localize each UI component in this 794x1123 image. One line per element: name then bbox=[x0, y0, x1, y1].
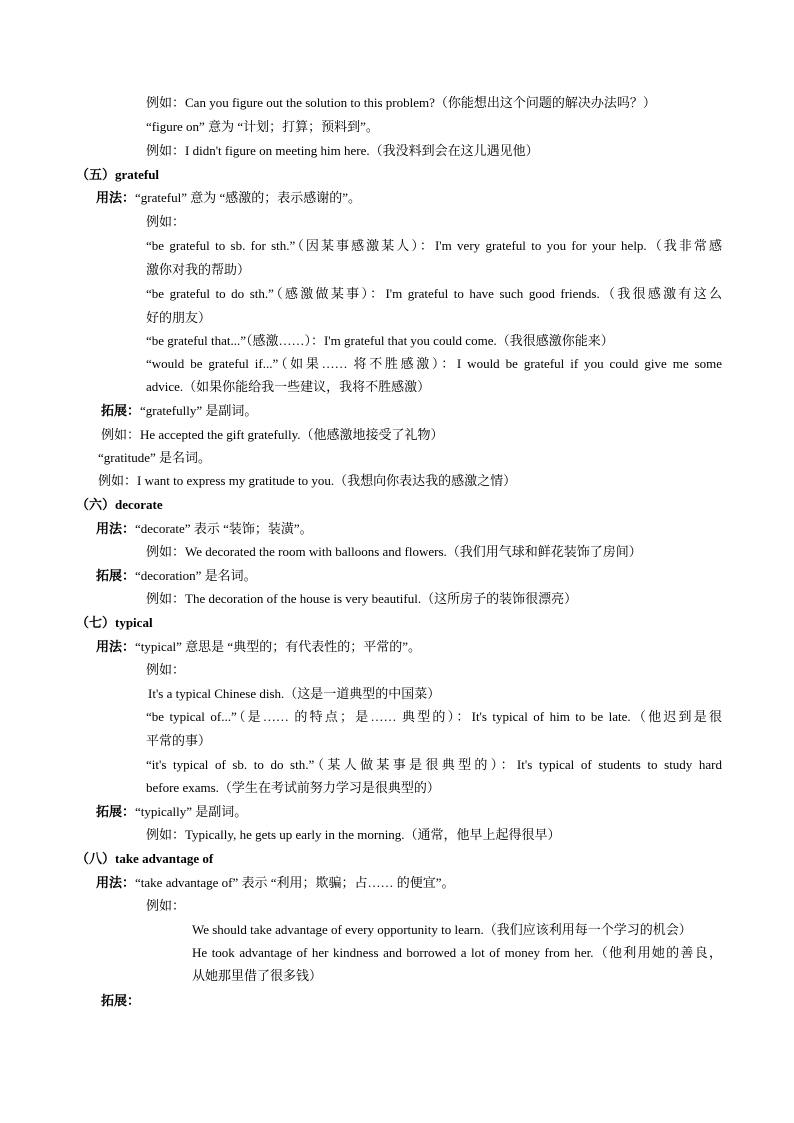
section-heading: （八）take advantage of bbox=[76, 851, 214, 866]
text-line: “it's typical of sb. to do sth.”（某人做某事是很典型的）：It's typical of students to study hard bbox=[146, 757, 722, 772]
text-line: 例如：Can you figure out the solution to this problem?（你能想出这个问题的解决办法吗？） bbox=[146, 95, 656, 110]
text-line: He took advantage of her kindness and borrowed a lot of money from her.（他利用她的善良， bbox=[192, 945, 722, 960]
text-line: 例如：We decorated the room with balloons and flowers.（我们用气球和鲜花装饰了房间） bbox=[146, 544, 642, 559]
text-line: 例如：I want to express my gratitude to you.（我想向你表达我的感激之情） bbox=[98, 473, 517, 488]
extension-line: 拓展：“decoration” 是名词。 bbox=[96, 568, 257, 583]
text-line: “would be grateful if...”（如果…… 将不胜感激）：I would be grateful if you could give me some bbox=[146, 356, 722, 371]
usage-line: 用法：“take advantage of” 表示 “利用；欺骗；占…… 的便宜”。 bbox=[96, 875, 455, 890]
extension-line: 拓展：“typically” 是副词。 bbox=[96, 804, 248, 819]
text-line: 例如： bbox=[146, 662, 186, 677]
text-line: “be typical of...”（是…… 的特点；是…… 典型的）：It's typical of him to be late.（他迟到是很 bbox=[146, 709, 722, 724]
text-line: 好的朋友） bbox=[146, 310, 212, 325]
section-heading: （七）typical bbox=[76, 615, 153, 630]
text-line: 激你对我的帮助） bbox=[146, 262, 251, 277]
extension-line: 拓展：“gratefully” 是副词。 bbox=[101, 403, 258, 418]
text-line: “be grateful to sb. for sth.”（因某事感激某人）：I'm very grateful to you for your help.（我非常感 bbox=[146, 238, 722, 253]
usage-line: 用法：“decorate” 表示 “装饰；装潢”。 bbox=[96, 521, 313, 536]
text-line: It's a typical Chinese dish.（这是一道典型的中国菜） bbox=[148, 686, 441, 701]
text-line: “figure on” 意为 “计划；打算；预料到”。 bbox=[146, 119, 379, 134]
text-line: We should take advantage of every opportunity to learn.（我们应该利用每一个学习的机会） bbox=[192, 922, 692, 937]
text-line: 例如：I didn't figure on meeting him here.（我没料到会在这儿遇见他） bbox=[146, 143, 539, 158]
text-line: 例如：Typically, he gets up early in the morning.（通常，他早上起得很早） bbox=[146, 827, 561, 842]
text-line: “gratitude” 是名词。 bbox=[98, 450, 211, 465]
section-heading: （五）grateful bbox=[76, 167, 160, 182]
extension-line: 拓展： bbox=[101, 993, 141, 1008]
text-line: “be grateful to do sth.”（感激做某事）：I'm grateful to have such good friends.（我很感激有这么 bbox=[146, 286, 722, 301]
text-line: 平常的事） bbox=[146, 733, 212, 748]
text-line: 例如：The decoration of the house is very beautiful.（这所房子的装饰很漂亮） bbox=[146, 591, 578, 606]
section-heading: （六）decorate bbox=[76, 497, 163, 512]
text-line: advice.（如果你能给我一些建议，我将不胜感激） bbox=[146, 379, 431, 394]
text-line: “be grateful that...”（感激……）：I'm grateful that you could come.（我很感激你能来） bbox=[146, 333, 614, 348]
usage-line: 用法：“typical” 意思是 “典型的；有代表性的；平常的”。 bbox=[96, 639, 421, 654]
text-line: 例如：He accepted the gift gratefully.（他感激地接受了礼物） bbox=[101, 427, 444, 442]
text-line: 例如： bbox=[146, 898, 186, 913]
text-line: before exams.（学生在考试前努力学习是很典型的） bbox=[146, 780, 440, 795]
usage-line: 用法：“grateful” 意为 “感激的；表示感谢的”。 bbox=[96, 190, 362, 205]
text-line: 从她那里借了很多钱） bbox=[192, 968, 323, 983]
text-line: 例如： bbox=[146, 214, 186, 229]
